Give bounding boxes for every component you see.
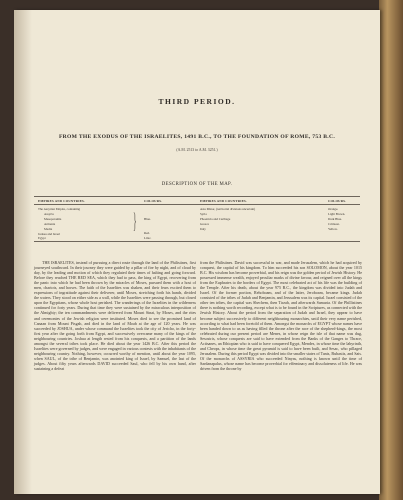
legend-entry: Syria — [200, 211, 207, 216]
legend-entry: Media — [44, 226, 53, 231]
period-subtitle: FROM THE EXODUS OF THE ISRAELITES, 1491 B.C., TO THE FOUNDATION OF ROME, 753 B.C. — [58, 134, 336, 140]
body-column-right — [200, 260, 362, 371]
legend-entry: The Assyrian Empire, containing — [38, 207, 81, 211]
legend-entry: Judaea and Israel — [38, 231, 60, 236]
left-legend-colours — [144, 207, 151, 241]
left-legend-entries — [38, 207, 80, 241]
description-heading: DESCRIPTION OF THE MAP. — [161, 182, 233, 187]
legend-colour: Crimson. — [328, 221, 340, 226]
body-left-paragraph: THE ISRAELITES, instead of pursuing a direct route through the land of the Philistines, first journeyed southward. In their journey they were guided by a pillar of fire by night, and of cloud by day, by the leading and motion of which they regulated their times of halting and going forward. Before they reached THE RED SEA, which they had to pass, the king of Egypt, recovering from the panic into which he had been thrown by the miracles of Moses, pursued them with a host of men, chariots, and horses. The faith of the Israelites was shaken, and their fears excited them to expressions of ingratitude against their deliverer, until Moses, stretching forth his hands, divided the waters. They stood on either side as a wall, while the Israelites were passing through, but closed upon the Egyptians, whose whole host perished. The wanderings of the Israelites in the wilderness continued for forty years. During that time they were sustained by the miraculous interposition of the Almighty; the ten commandments were delivered from Mount Sinai, by Moses, and the rites and ceremonies of the Jewish religion were instituted. Moses died to see the promised land of Canaan from Mount Pisgah, and died in the land of Moab at the age of 120 years. He was succeeded by JOSHUA, under whose command the Israelites took the city of Jericho, in the forty-first year after the going forth from Egypt, and successively overcame many of the kings of the neighbouring countries. Joshua at length rested from his conquests, and a partition of the lands amongst the several tribes took place. He died about the year 1426 B.C. After this period the Israelites were governed by judges, and were engaged in various contests with the inhabitants of the neighbouring country. Nothing, however, occurred worthy of mention, until about the year 1095, when SAUL, of the tribe of Benjamin, was anointed king of Israel, by Samuel, the last of the judges. About fifty years afterwards DAVID succeeded Saul, who fell by his own hand, after sustaining a defeat — [34, 260, 196, 371]
left-colours-header: COLOURS. — [144, 199, 163, 203]
legend-colour: Dark Blue. — [328, 216, 342, 221]
legend-colour: Orange. — [328, 207, 339, 211]
book-spine-edge — [379, 0, 403, 500]
period-dates: (A.M. 2513 to A.M. 3251.) — [176, 148, 218, 152]
legend-entry: Mesopotamia — [44, 216, 62, 221]
legend-entry: Assyria — [44, 211, 54, 216]
legend-entry: Italy — [200, 226, 206, 231]
legend-colour: Yellow. — [328, 226, 338, 231]
legend-entry: Greece — [200, 221, 210, 226]
legend-colour: Lilac. — [144, 236, 152, 241]
legend-colour: Red. — [144, 231, 150, 236]
legend-entry: Phoenicia and Carthage — [200, 216, 231, 221]
right-empires-header: EMPIRES AND COUNTRIES. — [200, 199, 247, 203]
body-right-paragraph: from the Philistines. David was successful in war, and made Jerusalem, which he had acquired by conquest, the capital of his kingdom. To him succeeded his son SOLOMON, about the year 1015 B.C. His wisdom has become proverbial, and his reign was the golden period of Jewish History. He possessed immense wealth, enjoyed peculiar marks of divine favour, and reigned over all the kings from the Euphrates to the borders of Egypt. The most celebrated act of his life was the building of the Temple. After his death, about the year 975 B.C., the kingdom was divided into Judah and Israel. Of the former portion, Rehoboam, and of the latter, Jeroboam, became kings. Judah consisted of the tribes of Judah and Benjamin, and Jerusalem was its capital. Israel consisted of the other ten tribes, the capital was Shechem, then Tirzah, and afterwards Samaria. Of the Phillistines there is nothing worth recording, except what is to be found in the Scriptures, as connected with the Jewish History. About the period from the separation of Judah and Israel, they appear to have become subject successively to different neighbouring monarchies, until their very name perished, according to what had been foretold of them. Amongst the monarchs of EGYPT whose names have been handed down to us as having filled the throne after the race of the shepherd-kings, the most celebrated during our present period are Menes, in whose reign the isle of that name was dug, Sesostris, whose conquests are said to have extended from the Banks of the Ganges to Thrace, Actisanes, an Ethiopian who is said to have conquered Egypt, Mendes, in whose time the labyrinth, and Cheops, in whose time the great pyramid is said to have been built, and Sesac, who pillaged Jerusalem. During this period Egypt was divided into the smaller states of Tanis, Bubastis, and Sais. Of the monarchs of ASSYRIA who succeeded Ninyas, nothing is known until the time of Sardanapalus, whose name has become proverbial for effeminacy and dissoluteness of life. He was driven from the throne by — [200, 260, 362, 371]
legend-entry: Armenia — [44, 221, 56, 226]
left-empires-header: EMPIRES AND COUNTRIES. — [38, 199, 85, 203]
legend-entry: Asia Minor, (territorial divisions uncertain) — [200, 207, 256, 211]
right-colours-header: COLOURS. — [328, 199, 347, 203]
legend-header-rule — [34, 204, 360, 205]
period-title: THIRD PERIOD. — [158, 97, 236, 106]
page-gutter-shadow — [14, 10, 32, 494]
legend-top-rule — [34, 196, 360, 197]
legend-colour: Light Brown. — [328, 211, 346, 216]
legend-bottom-rule — [34, 241, 360, 242]
assyria-brace: } — [133, 208, 137, 233]
right-legend-colours — [328, 207, 345, 231]
body-column-left — [34, 260, 196, 371]
legend-colour: Blue. — [144, 216, 151, 221]
right-legend-entries — [200, 207, 255, 232]
atlas-page — [14, 10, 380, 494]
legend-entry: Egypt — [38, 236, 46, 241]
